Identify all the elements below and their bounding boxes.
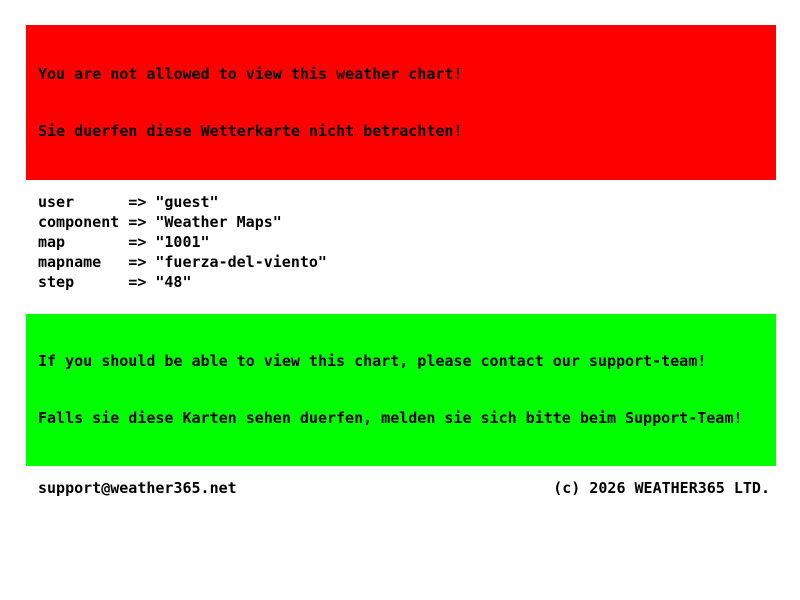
arrow-glyph: =>: [128, 233, 147, 251]
detail-row-user: [38, 192, 776, 212]
support-message-german: Falls sie diese Karten sehen duerfen, melden sie sich bitte beim Support-Team!: [38, 409, 743, 427]
detail-row-mapname: [38, 252, 776, 272]
detail-value: "fuerza-del-viento": [155, 253, 327, 271]
error-message-english: You are not allowed to view this weather chart!: [38, 65, 463, 83]
detail-key: map: [38, 233, 66, 251]
detail-row-step: [38, 272, 776, 292]
detail-value: "48": [155, 273, 192, 291]
support-message-english: If you should be able to view this chart, please contact our support-team!: [38, 352, 707, 370]
error-banner: [26, 25, 776, 180]
copyright-notice: (c) 2026 WEATHER365 LTD.: [553, 479, 770, 497]
support-banner: [26, 314, 776, 466]
arrow-glyph: =>: [128, 273, 147, 291]
detail-value: "Weather Maps": [155, 213, 282, 231]
detail-row-component: [38, 212, 776, 232]
detail-row-map: [38, 232, 776, 252]
error-message-german: Sie duerfen diese Wetterkarte nicht betrachten!: [38, 122, 463, 140]
support-email: support@weather365.net: [38, 479, 237, 497]
detail-key: step: [38, 273, 75, 291]
footer: [26, 478, 776, 498]
detail-key: component: [38, 213, 120, 231]
access-denied-page: [26, 25, 776, 498]
detail-value: "guest": [155, 193, 219, 211]
detail-key: mapname: [38, 253, 102, 271]
request-details: [38, 192, 776, 292]
detail-value: "1001": [155, 233, 210, 251]
detail-key: user: [38, 193, 75, 211]
arrow-glyph: =>: [128, 213, 147, 231]
arrow-glyph: =>: [128, 253, 147, 271]
arrow-glyph: =>: [128, 193, 147, 211]
